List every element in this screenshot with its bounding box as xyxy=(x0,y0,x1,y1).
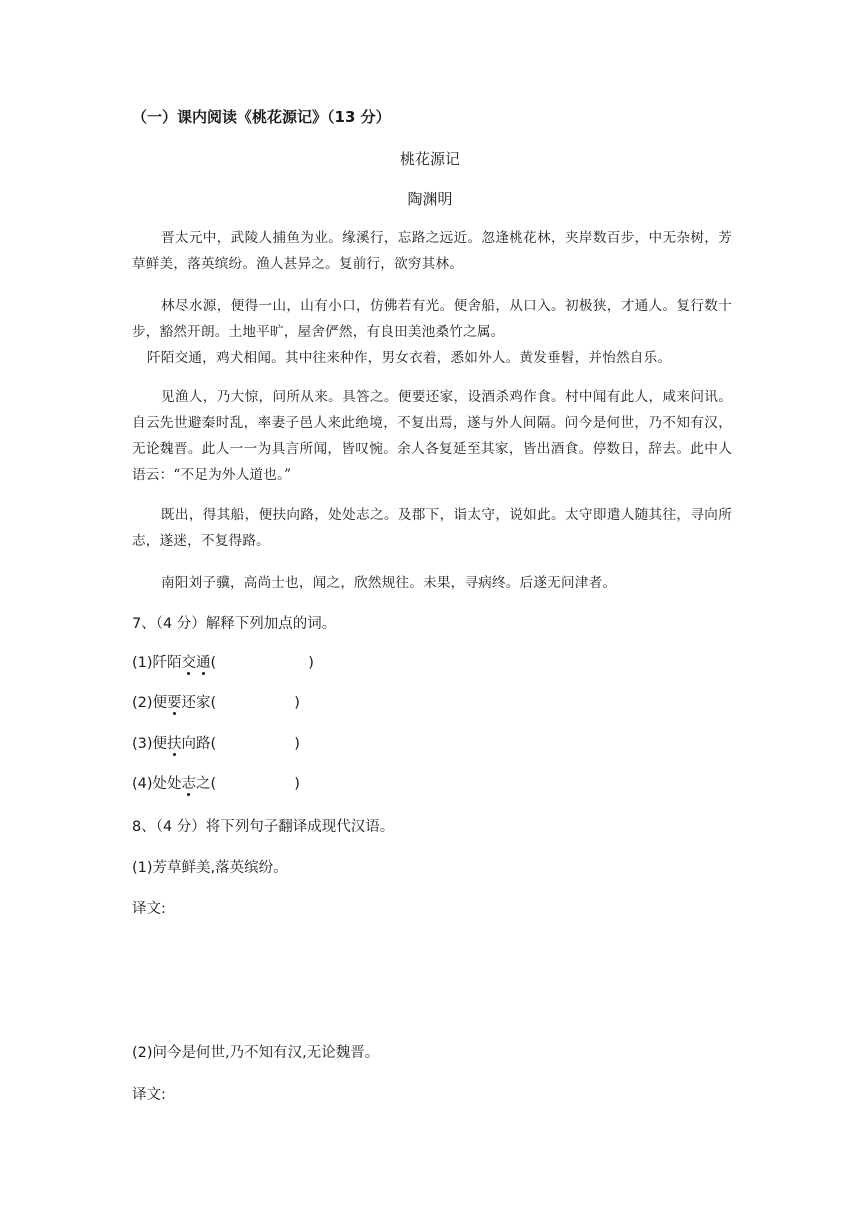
dotted-word: 要 xyxy=(167,695,182,711)
item-text: 之( xyxy=(196,776,217,792)
passage-paragraph-2: 林尽水源，便得一山，山有小口，仿佛若有光。便舍船，从口入。初极狭，才通人。复行数十步，豁然开朗。土地平旷，屋舍俨然，有良田美池桑竹之属。 xyxy=(132,298,732,340)
section-title: （一）课内阅读《桃花源记》（13 分） xyxy=(132,108,391,126)
item-text: (4)处处 xyxy=(132,776,182,792)
item-text: ) xyxy=(294,776,300,792)
item-text: ( xyxy=(210,655,217,671)
question-7-item-2 xyxy=(132,691,300,712)
item-text: ) xyxy=(294,736,300,752)
dotted-word: 交 xyxy=(181,655,197,671)
question-7-prompt: 7、（4 分）解释下列加点的词。 xyxy=(132,616,337,632)
passage-paragraph-5: 南阳刘子骥，高尚士也，闻之，欣然规往。未果，寻病终。后遂无问津者。 xyxy=(161,575,617,591)
dotted-word: 扶 xyxy=(167,736,182,752)
item-text: (3)便 xyxy=(132,736,168,752)
translation-answer-area-1[interactable] xyxy=(132,925,732,1035)
passage-title: 桃花源记 xyxy=(399,150,460,168)
item-text: 向路( xyxy=(181,736,217,752)
question-7-item-1 xyxy=(132,651,314,672)
translation-label-2: 译文: xyxy=(132,1087,166,1103)
question-7-item-3 xyxy=(132,732,300,753)
item-text: 还家( xyxy=(181,695,217,711)
translation-label-1: 译文: xyxy=(132,901,166,917)
question-8-sentence-2: (2)问今是何世,乃不知有汉,无论魏晋。 xyxy=(132,1045,380,1061)
item-text: ) xyxy=(294,695,300,711)
passage-paragraph-3: 见渔人，乃大惊，问所从来。具答之。便要还家，设酒杀鸡作食。村中闻有此人，咸来问讯。自云先世避秦时乱，率妻子邑人来此绝境，不复出焉，遂与外人间隔。问今是何世，乃不知有汉，无论魏晋。此人一一为具言所闻，皆叹惋。余人各复延至其家，皆出酒食。停数日，辞去。此中人语云：“不足为外人道也。” xyxy=(132,389,732,483)
question-8-sentence-1: (1)芳草鲜美,落英缤纷。 xyxy=(132,860,288,876)
passage-paragraph-4: 既出，得其船，便扶向路，处处志之。及郡下，诣太守，说如此。太守即遣人随其往，寻向所志，遂迷，不复得路。 xyxy=(132,507,732,549)
question-8-prompt: 8、（4 分）将下列句子翻译成现代汉语。 xyxy=(132,819,395,835)
translation-answer-area-2[interactable] xyxy=(132,1110,732,1200)
passage-paragraph-2-continued: 阡陌交通，鸡犬相闻。其中往来种作，男女衣着，悉如外人。黄发垂髫，并怡然自乐。 xyxy=(147,350,672,366)
passage-paragraph-1: 晋太元中，武陵人捕鱼为业。缘溪行，忘路之远近。忽逢桃花林，夹岸数百步，中无杂树，芳草鲜美，落英缤纷。渔人甚异之。复前行，欲穷其林。 xyxy=(132,230,732,272)
item-text: ) xyxy=(308,655,314,671)
dotted-word: 通 xyxy=(196,655,211,671)
question-7-item-4 xyxy=(132,772,300,793)
item-text: (2)便 xyxy=(132,695,168,711)
dotted-word: 志 xyxy=(181,776,197,792)
item-text: (1)阡陌 xyxy=(132,655,182,671)
passage-author: 陶渊明 xyxy=(407,190,453,208)
